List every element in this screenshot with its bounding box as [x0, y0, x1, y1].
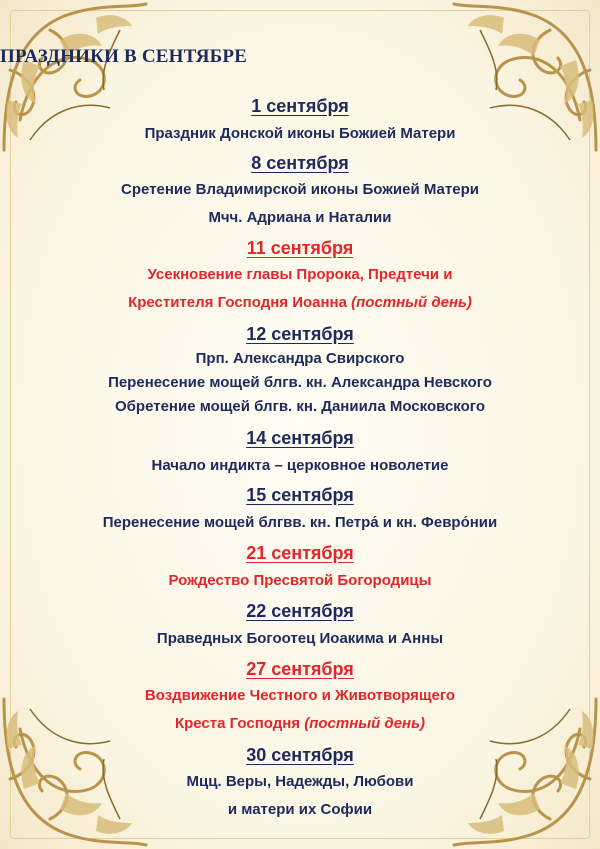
feast-line: Усекновение главы Пророка, Предтечи и	[147, 266, 453, 283]
feast-line: Праздник Донской иконы Божией Матери	[144, 125, 456, 142]
feast-date: 30 сентября	[246, 745, 354, 765]
feast-entry-sep-14	[0, 425, 600, 481]
feast-entry-sep-30	[0, 742, 600, 824]
feast-line: Мчч. Адриана и Наталии	[208, 209, 392, 226]
feast-line: и матери их Софии	[227, 801, 373, 818]
feast-date: 11 сентября	[246, 238, 354, 258]
feast-entry-sep-21	[0, 540, 600, 596]
feast-line-text: Крестителя Господня Иоанна	[128, 294, 347, 311]
feast-line: Перенесение мощей блгв. кн. Александра Невского	[108, 374, 492, 391]
feast-line: Рождество Пресвятой Богородицы	[168, 572, 432, 589]
feast-date: 14 сентября	[246, 428, 354, 448]
feast-line: Воздвижение Честного и Животворящего	[144, 687, 456, 704]
feast-line: Праведных Богоотец Иоакима и Анны	[156, 630, 444, 647]
fasting-note: (постный день)	[304, 715, 426, 732]
feast-entry-sep-15	[0, 482, 600, 538]
feast-entry-sep-12	[0, 321, 600, 419]
feast-line	[0, 289, 600, 317]
feast-date: 12 сентября	[246, 324, 354, 344]
feast-entry-sep-8	[0, 150, 600, 232]
feast-line: Обретение мощей блгв. кн. Даниила Московского	[114, 398, 485, 415]
feast-date: 22 сентября	[246, 601, 354, 621]
feast-line: Мцц. Веры, Надежды, Любови	[186, 773, 414, 790]
fasting-note: (постный день)	[351, 294, 472, 311]
feast-line: Сретение Владимирской иконы Божией Матери	[121, 181, 479, 198]
feast-line: Начало индикта – церковное новолетие	[151, 457, 449, 474]
feast-entry-sep-22	[0, 598, 600, 654]
feast-line-text: Креста Господня	[174, 715, 301, 732]
feast-date: 8 сентября	[251, 153, 349, 173]
feast-date: 15 сентября	[246, 485, 354, 505]
feast-date: 1 сентября	[251, 96, 349, 116]
feast-date: 27 сентября	[246, 659, 354, 679]
feast-entry-sep-27	[0, 656, 600, 738]
feast-line: Перенесение мощей блгвв. кн. Петра́ и кн. Февро́нии	[102, 514, 498, 531]
feast-date: 21 сентября	[246, 543, 354, 563]
page-title: ПРАЗДНИКИ В СЕНТЯБРЕ	[0, 46, 248, 67]
feast-entry-sep-11	[0, 235, 600, 317]
feast-entry-sep-1	[0, 93, 600, 149]
feast-line: Прп. Александра Свирского	[195, 350, 405, 367]
feast-line	[0, 710, 600, 738]
